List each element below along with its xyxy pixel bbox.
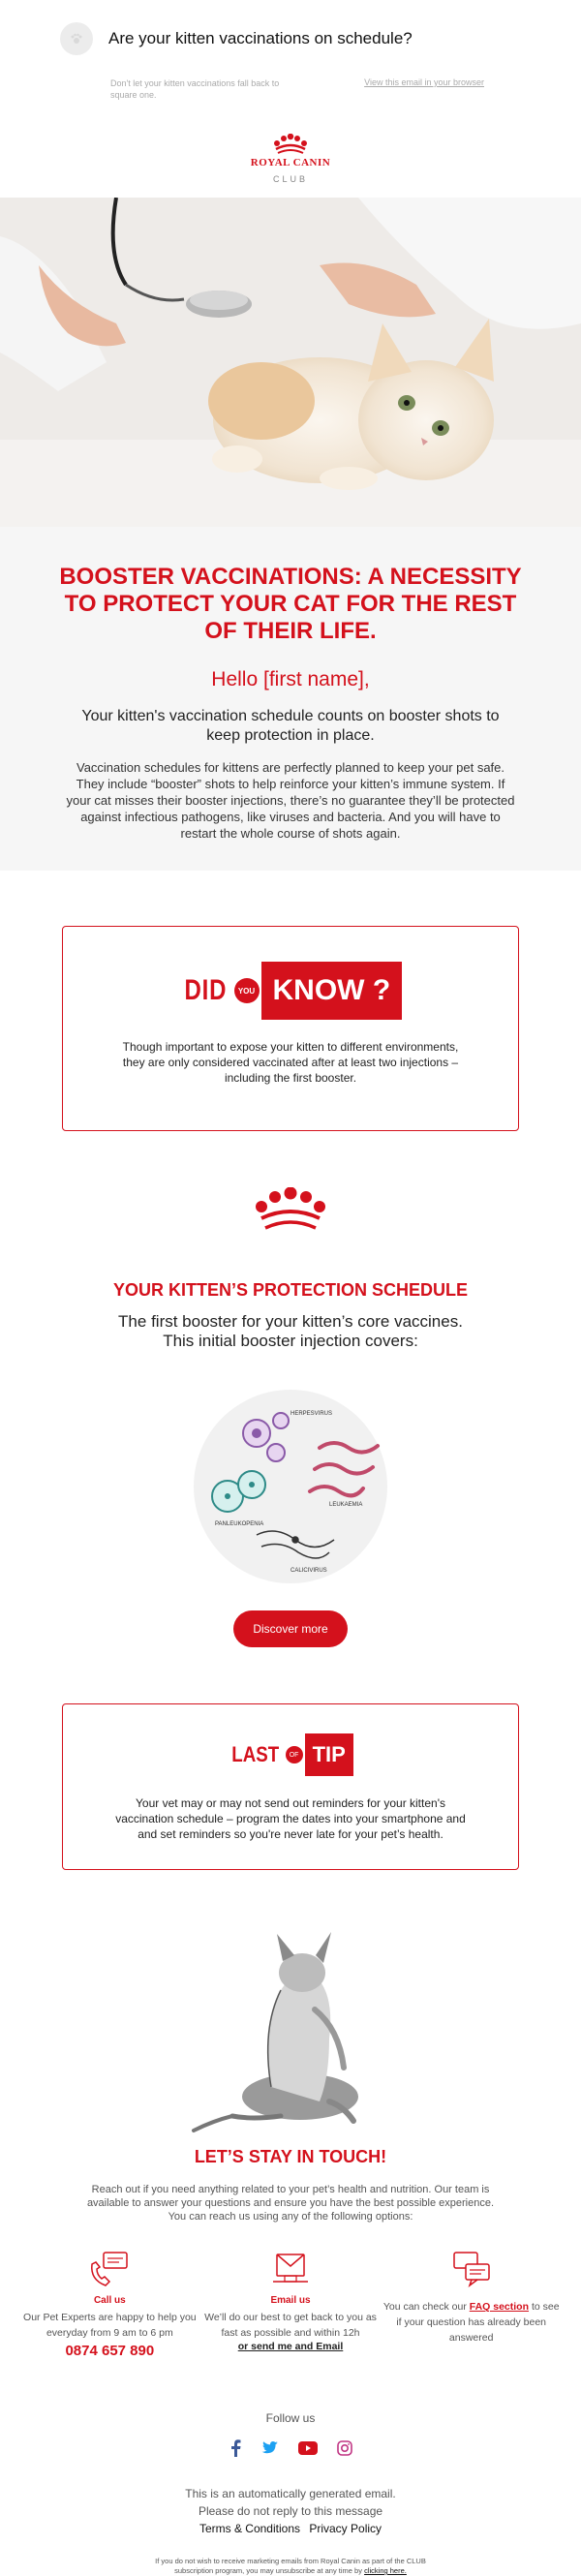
banner-of: OF xyxy=(286,1746,303,1763)
crown-logo-icon xyxy=(271,134,310,155)
virus-label-calicivirus: CALICIVIRUS xyxy=(290,1568,327,1574)
did-you-know-banner xyxy=(179,962,402,1020)
auto-line-1: This is an automatically generated email. xyxy=(185,2487,396,2500)
social-links xyxy=(0,2437,581,2460)
call-us-title: Call us xyxy=(93,2295,126,2306)
intro-section xyxy=(0,527,581,871)
banner-tip: TIP xyxy=(305,1733,353,1776)
paw-icon xyxy=(70,32,83,46)
sphynx-cat-image xyxy=(0,1922,581,2135)
last-tip-text: Your vet may or may not send out reminders for your kitten's vaccination schedule – program the dates into your smartphone and and set reminders so you're never late for your pet’s health. xyxy=(115,1796,466,1841)
greeting: Hello [first name], xyxy=(211,668,370,690)
banner-know: KNOW ? xyxy=(261,962,403,1020)
auto-line-2: Please do not reply to this message xyxy=(198,2504,383,2518)
faq-pre: You can check our xyxy=(382,2301,467,2313)
phone-number[interactable]: 0874 657 890 xyxy=(65,2343,155,2359)
instagram-icon[interactable] xyxy=(337,2440,352,2456)
last-tip-banner xyxy=(228,1733,353,1776)
intro-body: Vaccination schedules for kittens are perfectly planned to keep your pet safe. They include “booster” shots to help reinforce your kitten’s immune system. If your cat misses their booster injections, there’s no guarantee they’ll be protected against infectious pathogens, like viruses and bacteria. And you will have to restart the whole course of shots again. xyxy=(66,760,515,841)
email-us-title: Email us xyxy=(270,2295,311,2306)
contact-faq xyxy=(381,2247,562,2359)
banner-last: LAST xyxy=(231,1742,280,1766)
email-subject: Are your kitten vaccinations on schedule? xyxy=(108,29,413,47)
crown-icon xyxy=(252,1187,329,1236)
contact-email xyxy=(200,2247,382,2359)
terms-link[interactable]: Terms & Conditions xyxy=(199,2522,300,2535)
faq-post: to see if your question has already been answered xyxy=(396,2301,560,2344)
send-email-link[interactable]: or send me and Email xyxy=(237,2341,344,2352)
email-header xyxy=(0,0,581,77)
phone-chat-icon xyxy=(88,2251,131,2289)
main-headline: BOOSTER VACCINATIONS: A NECESSITY TO PROTECT YOUR CAT FOR THE REST OF THEIR LIFE. xyxy=(59,564,522,644)
stay-in-touch-title: LET’S STAY IN TOUCH! xyxy=(194,2147,387,2166)
unsubscribe-text: If you do not wish to receive marketing emails from Royal Canin as part of the CLUB subscription program, you may unsubscribe at any time by xyxy=(155,2557,426,2575)
virus-illustration xyxy=(184,1380,397,1593)
legal-links xyxy=(0,2522,581,2535)
call-us-text: Our Pet Experts are happy to help you everyday from 9 am to 6 pm xyxy=(23,2312,197,2339)
virus-label-herpesvirus: HERPESVIRUS xyxy=(290,1411,333,1417)
preheader xyxy=(0,77,581,120)
auto-generated-notice xyxy=(0,2485,581,2520)
faq-chat-icon xyxy=(450,2251,493,2289)
virus-label-panleukopenia: PANLEUKOPENIA xyxy=(215,1521,264,1527)
preheader-text: Don't let your kitten vaccinations fall back to square one. xyxy=(110,78,280,100)
email-us-text: We’ll do our best to get back to you as fast as possible and within 12h xyxy=(204,2312,377,2339)
faq-text xyxy=(381,2299,562,2346)
follow-us-label: Follow us xyxy=(265,2411,316,2425)
hero-image-kitten-vet xyxy=(0,198,581,527)
did-you-know-box xyxy=(62,926,519,1131)
cat-illustration xyxy=(174,1922,407,2135)
sender-avatar xyxy=(60,22,93,55)
club-label: CLUB xyxy=(272,174,308,184)
contact-options xyxy=(0,2247,581,2359)
intro-lead: Your kitten's vaccination schedule counts on booster shots to keep protection in place. xyxy=(81,708,500,744)
contact-call xyxy=(19,2247,200,2359)
schedule-lead: The first booster for your kitten’s core vaccines. This initial booster injection covers: xyxy=(118,1312,463,1350)
banner-did: DID xyxy=(184,974,228,1006)
virus-label-leukaemia: LEUKAEMIA xyxy=(329,1502,363,1508)
virus-graphic xyxy=(184,1380,397,1593)
privacy-link[interactable]: Privacy Policy xyxy=(309,2522,382,2535)
email-icon xyxy=(269,2251,312,2289)
stay-in-touch-text: Reach out if you need anything related to your pet’s health and nutrition. Our team is available to answer your questions and ensure you have the best possible experience. You can reach us using any of the following options: xyxy=(86,2184,495,2223)
unsubscribe-notice xyxy=(136,2557,445,2576)
royal-canin-logo[interactable] xyxy=(0,120,581,198)
youtube-icon[interactable] xyxy=(298,2441,318,2455)
did-you-know-text: Though important to expose your kitten to different environments, they are only considered vaccinated after at least two injections – including the first booster. xyxy=(122,1040,459,1085)
facebook-icon[interactable] xyxy=(229,2439,242,2457)
twitter-icon[interactable] xyxy=(261,2440,279,2456)
last-tip-box xyxy=(62,1703,519,1870)
schedule-title: YOUR KITTEN’S PROTECTION SCHEDULE xyxy=(112,1280,469,1300)
faq-section-link[interactable]: FAQ section xyxy=(469,2301,530,2313)
hero-illustration xyxy=(0,198,581,527)
unsubscribe-link[interactable]: clicking here. xyxy=(364,2566,407,2575)
crown-divider xyxy=(0,1131,581,1236)
view-in-browser-link[interactable]: View this email in your browser xyxy=(364,77,484,87)
brand-name: ROYAL CANIN xyxy=(250,157,331,169)
banner-you: YOU xyxy=(234,978,260,1003)
discover-more-button[interactable]: Discover more xyxy=(233,1610,348,1647)
